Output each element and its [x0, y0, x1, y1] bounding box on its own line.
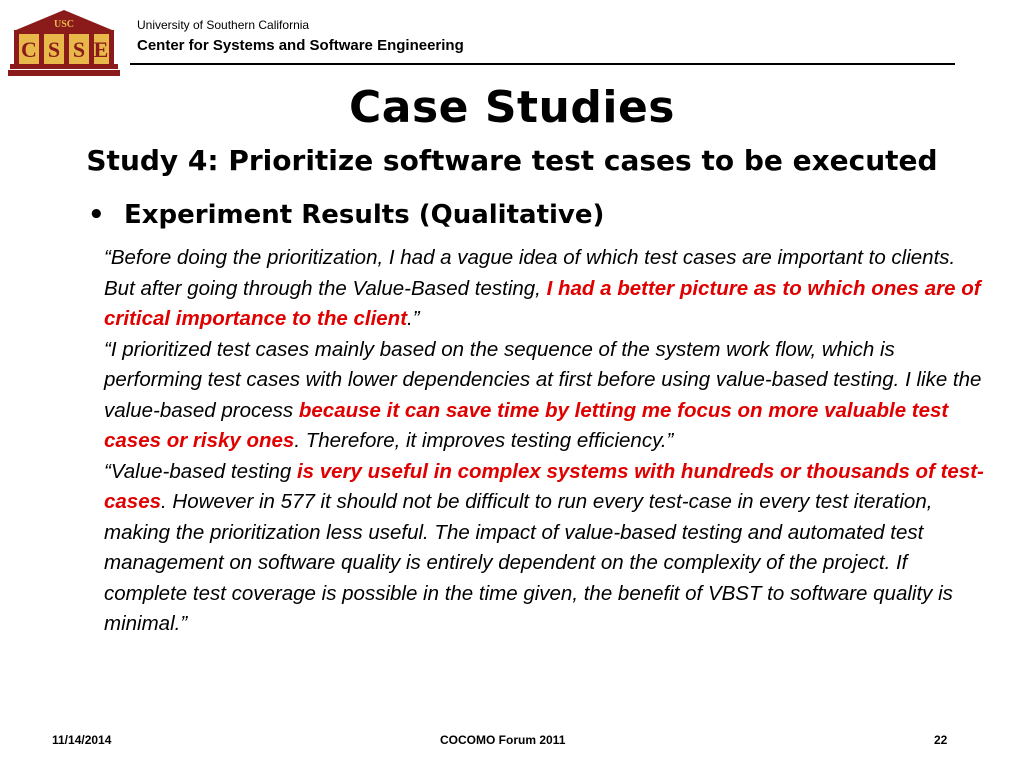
quote-3-emphasis: is very useful in complex systems with hundreds or thousands of test-cases — [104, 459, 984, 513]
logo-letter-3: S — [72, 37, 86, 62]
quote-1-emphasis: I had a better picture as to which ones are of critical importance to the client — [104, 276, 981, 330]
slide-subtitle: Study 4: Prioritize software test cases to be executed — [86, 144, 938, 177]
quote-1 — [104, 243, 990, 335]
logo-letter-1: C — [21, 37, 37, 62]
center-name: Center for Systems and Software Engineering — [137, 37, 464, 54]
quote-1-end: .” — [407, 307, 420, 330]
logo-top-text: USC — [53, 19, 75, 30]
quote-3 — [104, 457, 990, 640]
bullet-icon: • — [88, 200, 105, 230]
logo-letter-2: S — [47, 37, 61, 62]
quote-2-text: “I prioritized test cases mainly based on the sequence of the system work flow, which is performing test cases with lower dependencies at first before using value-based testing. I like the value-based process — [104, 337, 982, 422]
quote-3-text: “Value-based testing — [104, 459, 297, 483]
quote-2-end: . Therefore, it improves testing efficiency.” — [294, 429, 674, 452]
footer-date: 11/14/2014 — [52, 733, 112, 747]
quote-2-emphasis: because it can save time by letting me focus on more valuable test cases or risky ones — [104, 398, 949, 452]
quote-2 — [104, 335, 990, 457]
usc-csse-logo-icon — [8, 8, 120, 78]
quote-3-end: . However in 577 it should not be difficult to run every test-case in every test iteration, making the prioritization less useful. The impact of value-based testing and automated test management on software quality is entirely dependent on the complexity of the project. If complete test coverage is possible in the time given, the benefit of VBST to software quality is minimal.” — [104, 490, 953, 635]
quote-1-text: “Before doing the prioritization, I had a vague idea of which test cases are important to clients. But after going through the Value-Based testing, — [104, 246, 956, 300]
slide-title: Case Studies — [349, 82, 675, 133]
bullet-heading — [88, 200, 604, 230]
footer-event: COCOMO Forum 2011 — [440, 733, 566, 747]
header-divider — [130, 63, 955, 65]
quotes-block — [104, 243, 990, 640]
bullet-text: Experiment Results (Qualitative) — [124, 200, 605, 230]
university-name: University of Southern California — [137, 18, 310, 32]
logo-letter-4: E — [93, 37, 109, 62]
usc-csse-logo — [8, 8, 120, 78]
footer-page-number: 22 — [934, 733, 948, 747]
